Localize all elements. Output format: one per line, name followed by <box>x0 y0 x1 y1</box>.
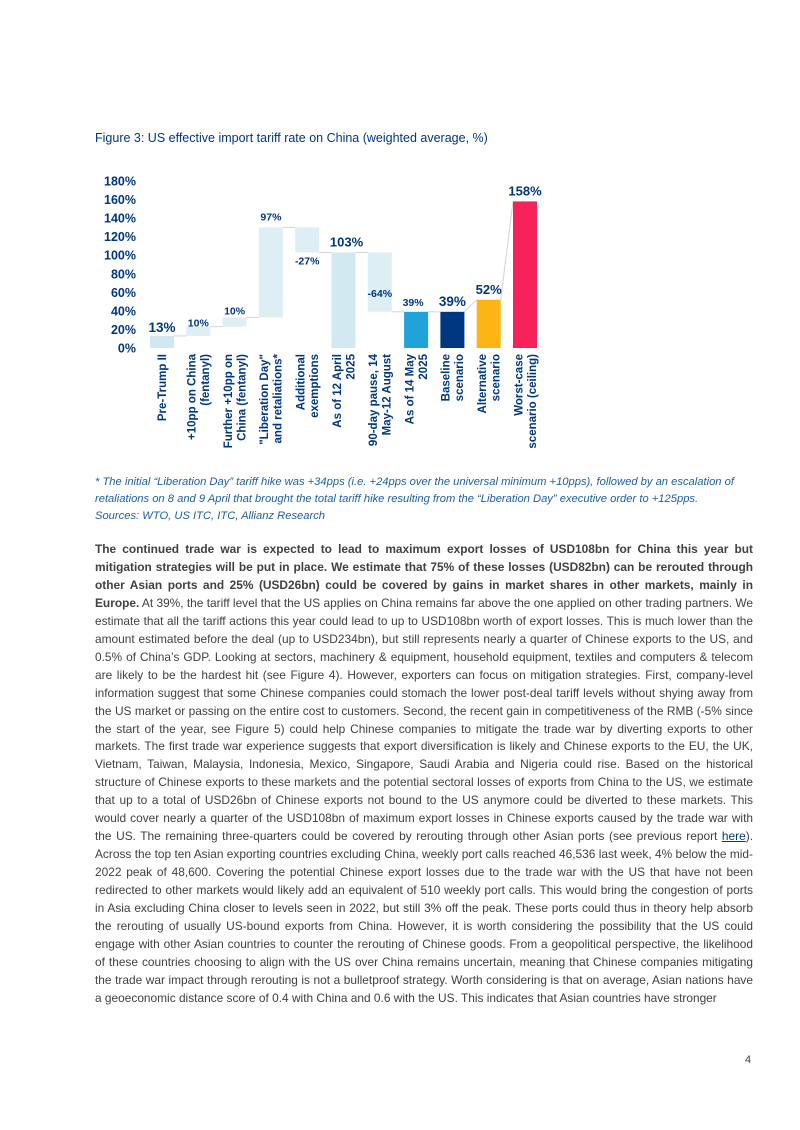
bar-value-label: 39% <box>402 296 424 309</box>
bar <box>513 201 537 348</box>
y-tick-label: 60% <box>110 285 136 300</box>
x-category-label <box>223 354 249 448</box>
x-category-label <box>441 354 467 401</box>
connector-line <box>501 201 513 299</box>
x-category-label <box>157 354 169 421</box>
x-category-line: Baseline <box>440 354 453 402</box>
bar <box>477 300 501 348</box>
sources-line: Sources: WTO, US ITC, ITC, Allianz Research <box>95 510 326 522</box>
bar-value-label: 39% <box>438 293 466 309</box>
connector-line <box>464 300 476 312</box>
x-category-label <box>187 353 213 440</box>
bar <box>223 317 247 326</box>
bar-value-label: 52% <box>475 281 502 297</box>
x-category-line: scenario (ceiling) <box>526 354 539 449</box>
x-category-line: Alternative <box>476 354 489 414</box>
y-axis <box>104 175 136 356</box>
x-category-line: Additional <box>295 354 308 411</box>
x-category-label <box>477 354 503 413</box>
x-category-label <box>295 354 321 418</box>
x-category-line: scenario <box>490 354 503 402</box>
bar-value-label: 103% <box>329 234 364 250</box>
y-tick-label: 140% <box>104 211 136 226</box>
x-category-line: +10pp on China <box>186 354 199 440</box>
x-category-line: "Liberation Day" <box>259 354 272 445</box>
x-category-label <box>332 353 358 427</box>
bar-value-label: 10% <box>224 305 246 318</box>
page-number: 4 <box>745 1054 752 1066</box>
y-tick-label: 160% <box>104 193 136 208</box>
x-category-line: China (fentanyl) <box>236 354 249 441</box>
bar <box>295 227 319 252</box>
bar <box>259 227 283 317</box>
x-category-line: scenario <box>454 354 467 402</box>
x-category-line: Further +10pp on <box>222 354 235 449</box>
x-category-line: As of 12 April <box>331 354 344 428</box>
x-category-line: May-12 August <box>381 354 394 436</box>
x-category-line: exemptions <box>308 354 321 418</box>
y-tick-label: 180% <box>104 174 136 189</box>
bar-value-label: 158% <box>508 183 542 199</box>
x-axis <box>157 353 539 448</box>
bar <box>332 252 356 348</box>
x-category-line: 90-day pause, 14 <box>368 354 381 447</box>
x-category-line: 2025 <box>345 354 358 380</box>
bar <box>404 312 428 348</box>
x-category-label <box>368 353 394 446</box>
bar <box>368 252 392 311</box>
y-tick-label: 120% <box>104 230 136 245</box>
bar-value-label: 97% <box>260 211 282 224</box>
x-category-label <box>404 353 430 424</box>
x-category-label <box>259 353 285 444</box>
x-category-line: 2025 <box>417 354 430 380</box>
footnote: * The initial “Liberation Day” tariff hike was +34pps (i.e. +24pps over the universal minimum +10pps), followed by an escalation of retaliations on 8 and 9 April that brought the total tariff hike resulting from the “Liberation Day” executive order to +125pps. <box>95 476 734 505</box>
bar-value-label: -64% <box>367 287 393 300</box>
bar <box>440 312 464 348</box>
figure-notes <box>95 474 755 525</box>
waterfall-chart <box>90 168 560 468</box>
x-category-line: and retaliations* <box>272 354 285 444</box>
y-tick-label: 20% <box>110 322 136 337</box>
bar <box>150 336 174 348</box>
y-tick-label: 100% <box>104 248 136 263</box>
x-category-line: (fentanyl) <box>200 354 213 406</box>
body-text-part-1: At 39%, the tariff level that the US applies on China remains far above the one applied on other trading partners. We estimate that all the tariff actions this year could lead to up to USD108bn worth of export losses. This is much lower than the amount estimated before the deal (up to USD234bn), but still represents nearly a quarter of Chinese exports to the US, and 0.5% of China’s GDP. Looking at sectors, machinery & equipment, household equipment, textiles and computers & telecom are likely to be the hardest hit (see Figure 4). However, exporters can focus on mitigation strategies. First, company-level information suggest that some Chinese companies could stomach the lower post-deal tariff levels without shying away from the US market or passing on the entire cost to customers. Second, the recent gain in competitiveness of the RMB (-5% since the start of the year, see Figure 5) could help Chinese companies to mitigate the trade war by diverting exports to other markets. The first trade war experience suggests that export diversification is likely and Chinese exports to the EU, the UK, Vietnam, Taiwan, Malaysia, Indonesia, Mexico, Singapore, Saudi Arabia and Nigeria could rise. Based on the historical structure of Chinese exports to these markets and the potential sectoral losses of exports from China to the US, we estimate that up to a total of USD26bn of Chinese exports not bound to the US anymore could be diverted to these markets. This would cover nearly a quarter of the USD108bn of maximum export losses in Chinese exports caused by the trade war with the US. The remaining three-quarters could be covered by rerouting through other Asian ports (see previous report <box>95 595 753 844</box>
y-tick-label: 0% <box>117 341 136 356</box>
y-tick-label: 80% <box>110 267 136 282</box>
figure-title: Figure 3: US effective import tariff rate on China (weighted average, %) <box>95 131 488 145</box>
previous-report-link[interactable]: here <box>721 829 746 844</box>
lead-sentence: The continued trade war is expected to lead to maximum export losses of USD108bn for China this year but mitigation strategies will be put in place. We estimate that 75% of these losses (USD82bn) can be rerouted through other Asian ports and 25% (USD26bn) could be covered by gains in market shares in other markets, mainly in Europe. <box>95 542 753 610</box>
x-category-label <box>513 354 539 449</box>
x-category-line: Pre-Trump II <box>157 354 169 422</box>
body-text-part-2: ). Across the top ten Asian exporting countries excluding China, weekly port calls reached 46,536 last week, 4% below the mid-2022 peak of 48,600. Covering the potential Chinese export losses due to the trade war with the US that have not been redirected to other markets would likely add an equivalent of 510 weekly port calls. This would bring the congestion of ports in Asia excluding China closer to levels seen in 2022, but still 3% off the peak. These ports could thus in theory help absorb the rerouting of usually US-bound exports from China. However, it is worth considering the possibility that the US could engage with other Asian countries to counter the rerouting of Chinese goods. From a geopolitical perspective, the likelihood of these countries choosing to align with the US over China remains uncertain, meaning that Chinese companies mitigating the trade war impact through rerouting is not a bulletproof strategy. Worth considering is that on average, Asian nations have a geoeconomic distance score of 0.4 with China and 0.6 with the US. This indicates that Asian countries have stronger <box>95 829 753 1005</box>
bar-value-label: 13% <box>148 319 176 335</box>
body-paragraph <box>95 541 753 1008</box>
x-category-line: As of 14 May <box>404 354 417 425</box>
bar-value-label: 10% <box>187 317 209 330</box>
x-category-line: Worst-case <box>513 354 526 416</box>
y-tick-label: 40% <box>110 304 136 319</box>
bar-value-label: -27% <box>294 255 320 268</box>
